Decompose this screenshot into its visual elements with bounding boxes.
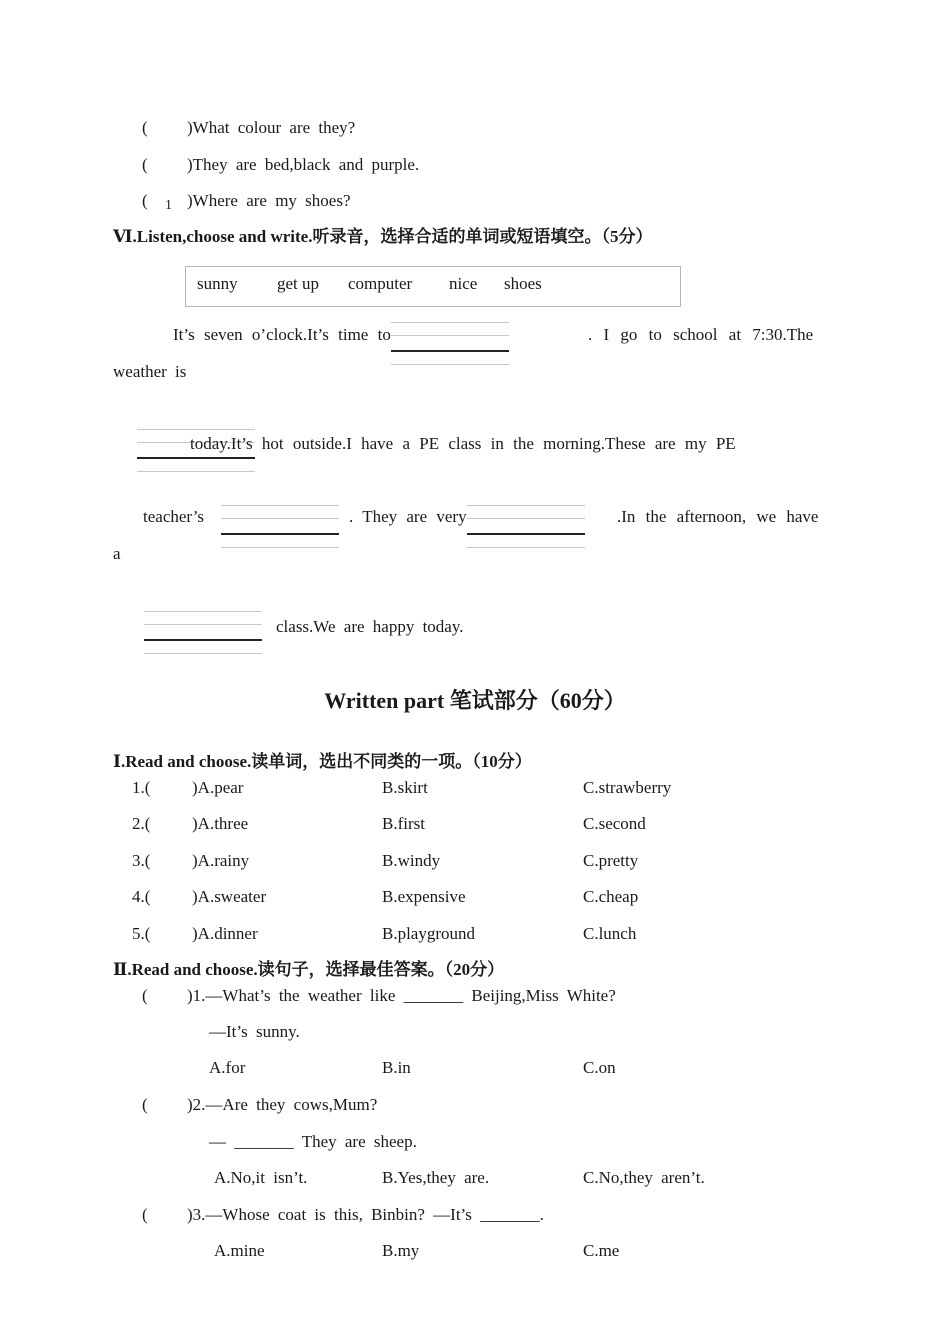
q1-question: )1.—What’s the weather like _______ Beijing,Miss White? — [187, 986, 616, 1005]
q3-option-a: A.mine — [214, 1241, 265, 1260]
sectionI-heading: Ⅰ.Read and choose.读单词，选出不同类的一项。（10分） — [113, 752, 532, 771]
sectionI-item-option-a: )A.pear — [192, 778, 244, 797]
dialogue-line2-paren: ( — [142, 155, 148, 174]
sectionI-item-option-c: C.cheap — [583, 887, 639, 906]
passage-line2: weather is — [113, 362, 187, 381]
dialogue-line1-paren: ( — [142, 118, 148, 137]
passage-line4b: . They are very — [349, 507, 467, 526]
passage-line6: class.We are happy today. — [276, 617, 464, 636]
answer-blank-1[interactable] — [391, 322, 509, 368]
q1-option-c: C.on — [583, 1058, 616, 1077]
sectionI-item-option-a: )A.dinner — [192, 924, 258, 943]
word-bank-item: nice — [449, 274, 478, 293]
sectionI-item-number: 5.( — [132, 924, 151, 943]
sectionI-item-number: 3.( — [132, 851, 151, 870]
sectionI-item-option-c: C.second — [583, 814, 646, 833]
word-bank-item: shoes — [504, 274, 542, 293]
q2-option-b: B.Yes,they are. — [382, 1168, 490, 1187]
sectionI-item-option-c: C.pretty — [583, 851, 639, 870]
sectionI-item-option-c: C.lunch — [583, 924, 637, 943]
sectionI-item-option-c: C.strawberry — [583, 778, 672, 797]
dialogue-line3-paren: ( — [142, 191, 148, 210]
word-bank-item: sunny — [197, 274, 238, 293]
written-part-title: Written part 笔试部分（60分） — [324, 688, 626, 713]
word-bank-item: computer — [348, 274, 413, 293]
sectionI-item-option-b: B.expensive — [382, 887, 466, 906]
sectionI-item-number: 1.( — [132, 778, 151, 797]
word-bank-item: get up — [277, 274, 320, 293]
answer-blank-5[interactable] — [144, 611, 262, 657]
q2-option-c: C.No,they aren’t. — [583, 1168, 705, 1187]
sectionI-item-option-b: B.first — [382, 814, 425, 833]
q2-option-a: A.No,it isn’t. — [214, 1168, 308, 1187]
q3-option-c: C.me — [583, 1241, 620, 1260]
sectionI-item-option-a: )A.sweater — [192, 887, 267, 906]
sectionI-item-number: 4.( — [132, 887, 151, 906]
q1-paren: ( — [142, 986, 148, 1005]
answer-blank-3[interactable] — [221, 505, 339, 551]
q2-question: )2.—Are they cows,Mum? — [187, 1095, 378, 1114]
q3-question: )3.—Whose coat is this, Binbin? —It’s _______. — [187, 1205, 544, 1224]
q1-reply: —It’s sunny. — [209, 1022, 300, 1041]
sectionII-heading: Ⅱ.Read and choose.读句子，选择最佳答案。（20分） — [113, 960, 505, 979]
passage-line5: a — [113, 544, 121, 563]
sectionI-item-option-b: B.windy — [382, 851, 441, 870]
q3-option-b: B.my — [382, 1241, 420, 1260]
sectionI-item-option-b: B.playground — [382, 924, 476, 943]
sectionI-item-option-b: B.skirt — [382, 778, 428, 797]
q2-paren: ( — [142, 1095, 148, 1114]
passage-line3: today.It’s hot outside.I have a PE class in the morning.These are my PE — [190, 434, 736, 453]
dialogue-line1-text: )What colour are they? — [187, 118, 356, 137]
q1-option-b: B.in — [382, 1058, 411, 1077]
q1-option-a: A.for — [209, 1058, 246, 1077]
word-bank-box — [185, 266, 681, 307]
passage-line1b: . I go to school at 7:30.The — [588, 325, 814, 344]
sectionI-item-option-a: )A.three — [192, 814, 249, 833]
section6-heading: Ⅵ.Listen,choose and write.听录音，选择合适的单词或短语填空。（5分） — [113, 227, 653, 246]
q3-paren: ( — [142, 1205, 148, 1224]
dialogue-line2-text: )They are bed,black and purple. — [187, 155, 420, 174]
sectionI-item-option-a: )A.rainy — [192, 851, 250, 870]
sectionI-item-number: 2.( — [132, 814, 151, 833]
dialogue-line3-number: 1 — [165, 198, 172, 213]
passage-line4a: teacher’s — [143, 507, 205, 526]
passage-line4c: .In the afternoon, we have — [617, 507, 819, 526]
q2-reply: — _______ They are sheep. — [209, 1132, 417, 1151]
passage-line1a: It’s seven o’clock.It’s time to — [173, 325, 391, 344]
answer-blank-4[interactable] — [467, 505, 585, 551]
dialogue-line3-text: )Where are my shoes? — [187, 191, 351, 210]
